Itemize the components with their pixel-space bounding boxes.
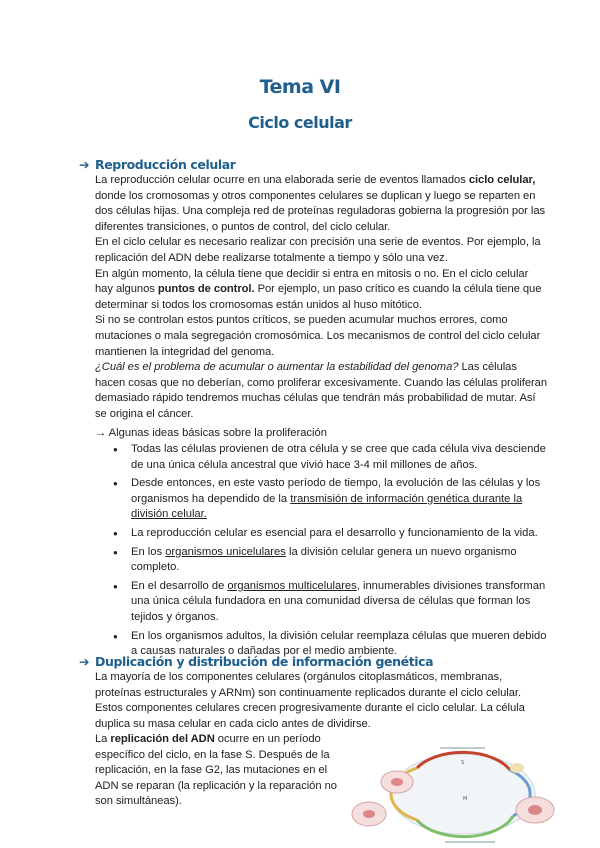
list-item: ● Todas las células provienen de otra célula y se cree que cada célula viva desciende de una única célula ancestral que vivió hace 3-4 mil millones de años. xyxy=(113,442,550,473)
nucleus-illustration xyxy=(391,778,403,786)
paragraph: ¿Cuál es el problema de acumular o aumentar la estabilidad del genoma? Las células hacen cosas que no deberían, como proliferar excesivamente. Cuando las células proliferan demasiado rápido tendremos muchas células que tendrán más probabilidad de mutar. Así se origina el cáncer. xyxy=(95,361,548,420)
list-item: ● La reproducción celular es esencial para el desarrollo y funcionamiento de la vida. xyxy=(113,526,550,542)
arrow-right-icon: ➔ xyxy=(79,157,90,172)
cell-illustration xyxy=(510,763,524,773)
paragraph: La mayoría de los componentes celulares (orgánulos citoplasmáticos, membranas, proteínas estructurales y ARNm) son continuamente replicados durante el ciclo celular. Estos componentes celulares crecen progresivamente durante el ciclo celular. La célula duplica su masa celular en cada ciclo antes de dividirse. xyxy=(95,671,525,730)
paragraph: La replicación del ADN ocurre en un período específico del ciclo, en la fase S. Después de la replicación, en la fase G2, las mutaciones en el ADN se reparan (la replicación y la reparación no son simultáneas). xyxy=(95,733,337,808)
figure-label-m: M xyxy=(463,796,468,802)
section-body-reproduccion xyxy=(95,173,548,423)
nucleus-illustration xyxy=(528,805,542,815)
arrow-right-icon: ➔ xyxy=(79,654,90,669)
subheading-proliferacion: → Algunas ideas básicas sobre la proliferación xyxy=(95,427,327,439)
cell-cycle-figure xyxy=(345,738,570,848)
list-item: ● En los organismos adultos, la división celular reemplaza células que mueren debido a causas naturales o dañadas por el medio ambiente. xyxy=(113,629,550,660)
list-item: ● En los organismos unicelulares la división celular genera un nuevo organismo completo. xyxy=(113,545,550,576)
list-item: ● En el desarrollo de organismos multicelulares, innumerables divisiones transforman una única célula fundadora en una comunidad diversa de células que forman los tejidos y órganos. xyxy=(113,579,550,626)
paragraph: En algún momento, la célula tiene que decidir si entra en mitosis o no. En el ciclo celular hay algunos puntos de control. Por ejemplo, un paso crítico es cuando la célula tiene que determinar si todos los cromosomas están unidos al huso mitótico. xyxy=(95,267,542,311)
list-item: ● Desde entonces, en este vasto período de tiempo, la evolución de las células y los organismos ha dependido de la transmisión de información genética durante la división celular. xyxy=(113,476,550,523)
page-title: Tema VI xyxy=(259,76,341,98)
nucleus-illustration xyxy=(363,810,375,818)
section-heading-duplicacion: ➔ Duplicación y distribución de información genética xyxy=(79,654,434,669)
bullet-list xyxy=(113,442,550,663)
section-body-replicacion xyxy=(95,732,345,810)
figure-label-s: S xyxy=(461,760,465,766)
section-heading-reproduccion: ➔ Reproducción celular xyxy=(79,157,236,172)
paragraph: La reproducción celular ocurre en una elaborada serie de eventos llamados ciclo celular, donde los cromosomas y otros componentes celulares se duplican y luego se reparten en dos células hijas. Una compleja red de proteínas reguladoras gobierna la progresión por las diferentes transiciones, o puntos de control, del ciclo celular. xyxy=(95,174,546,233)
page-subtitle: Ciclo celular xyxy=(248,113,352,132)
paragraph: Si no se controlan estos puntos críticos, se pueden acumular muchos errores, como mutaciones o mala segregación cromosómica. Los mecanismos de control del ciclo celular mantienen la integridad del genoma. xyxy=(95,314,541,358)
section-body-duplicacion xyxy=(95,670,548,732)
paragraph: En el ciclo celular es necesario realizar con precisión una serie de eventos. Por ejemplo, la replicación del ADN debe realizarse totalmente a tiempo y sólo una vez. xyxy=(95,236,541,264)
